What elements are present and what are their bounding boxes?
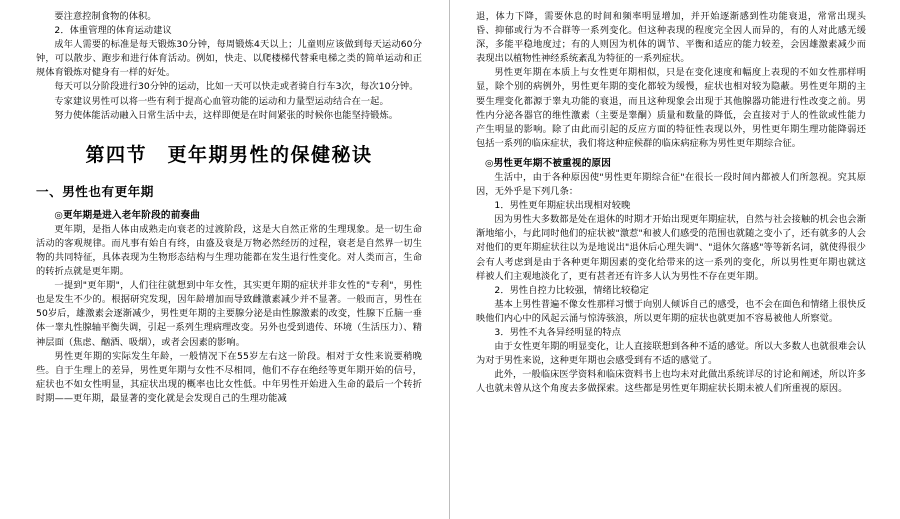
paragraph: 退，体力下降，需要休息的时间和频率明显增加，并开始逐渐感到性功能衰退，常常出现头昏、抑郁或行为不合群等一系列变化。但这种表现的程度完全因人而异的，有的人对此感无缓深，多能平稳地度过；有的人则因为机体的调节、平衡和适应的能力较差，会因雄激素减少而表现出以植物性神经系统紊乱为特征的一系列症状。 — [476, 11, 866, 65]
paragraph: 男性更年期的实际发生年龄，一般情况下在55岁左右这一阶段。相对于女性来说要稍晚些。自于生理上的差异，男性更年期与女性不尽相同，他们不存在绝经等更年期开始的信号，症状也不如女性明显，其症状出现的概率也比女性低。中年男性开始进入生命的最后一个转折时期——更年期，最显著的变化就是会发现自己的生理功能减 — [36, 350, 422, 404]
paragraph: 由于女性更年期的明显变化，让人直接联想到各种不适的感觉。所以大多数人也就很难会认为对于男性来说，这种更年期也会感受到有不适的感觉了。 — [476, 341, 866, 367]
section-title: 一、男性也有更年期 — [36, 183, 154, 199]
paragraph: 每天可以分阶段进行30分钟的运动，比如一天可以快走或者骑自行车3次，每次10分钟。 — [54, 81, 419, 93]
paragraph: 成年人需要的标准是每天锻炼30分钟，每周锻炼4天以上；儿童则应该做到每天运动60分钟，可以散步、跑步和进行体育活动。例如，快走、以爬楼梯代替乘电梯之类的简单运动和正规体育锻炼对健身有一样的好处。 — [36, 39, 422, 79]
paragraph: 基本上男性普遍不像女性那样习惯于向别人倾诉自己的感受，也不会在面色和情绪上很快反映他们内心中的风起云涌与惊涛骇浪，所以更年期的症状也就更加不容易被他人所察觉。 — [476, 298, 866, 324]
numbered-heading: 2．体重管理的体育运动建议 — [54, 25, 172, 37]
paragraph: 生活中，由于各种原因使"男性更年期综合征"在很长一段时间内都被人们所忽视。究其原因，无外乎是下列几条： — [476, 171, 866, 198]
list-item-heading: 1．男性更年期症状出现相对较晚 — [494, 200, 631, 212]
chapter-title: 第四节 更年期男性的保健秘诀 — [85, 143, 373, 166]
paragraph: 此外，一般临床医学资料和临床资料书上也均未对此做出系统详尽的讨论和阐述，所以许多人也就未曾从这个角度去多做探索。这些都是男性更年期症状长期未被人们所重视的原因。 — [476, 369, 866, 395]
right-page-column — [450, 0, 900, 519]
paragraph: 男性更年期在本质上与女性更年期相似，只是在变化速度和幅度上表现的不如女性那样明显，除个别的病例外，男性更年期的变化都较为缓慢，症状也相对较为隐蔽。男性更年期的主要生理变化都源于睾丸功能的衰退，而且这种现象会出现于其他腺器功能进行性改变之前。男性内分泌各器官的维性激素（主要是睾酮）质量和数量的降低，会直接对于人的性欲或性能力产生明显的影响。除了由此而引起的反应方面的特征性表现以外，男性更年期生理功能降弱还包括一系列的临床症状，我们将这种症候群的临床病症称为男性更年期综合征。 — [476, 67, 866, 149]
paragraph: 更年期，是指人体由成熟走向衰老的过渡阶段，这是大自然正常的生理现象。是一切生命活动的客观规律。而凡事有始自有终，由盛及衰是万物必然经历的过程，衰老是自然界一切生物的共同特征，具体表现为生物形态结构与生理功能都在发生退行性变化。对人类而言，生命的转折点就是更年期。 — [36, 223, 422, 278]
paragraph: 一提到"更年期"，人们往往就想到中年女性，其实更年期的症状并非女性的"专利"，男性也是发生不少的。根据研究发现，因年龄增加而导致雌激素减少并不显著。一般而言，男性在50岁后，雄激素会逐渐减少，男性更年期的主要腺分泌是由性腺激素的改变，性腺下丘脑一垂体一睾丸性腺轴平衡失调，引起一系列生理病理改变。另外也受到遗传、环境（生活压力）、精神层面（焦虑、酗酒、吸烟），或者会因素的影响。 — [36, 280, 422, 348]
list-item-heading: 3．男性不丸各异经明显的特点 — [494, 326, 622, 338]
subsection-title: ◎男性更年期不被重视的原因 — [485, 157, 612, 169]
subsection-title: ◎更年期是进入老年阶段的前奏曲 — [54, 209, 201, 221]
page-gutter-divider — [449, 0, 450, 519]
paragraph: 专家建议男性可以将一些有利于提高心血管功能的运动和力量型运动结合在一起。 — [54, 95, 389, 107]
paragraph: 努力使体能活动融入日常生活中去，这样即便是在时间紧张的时候你也能坚持锻炼。 — [54, 109, 399, 121]
list-item-heading: 2．男性自控力比较强，情绪比较稳定 — [494, 284, 649, 296]
paragraph: 要注意控制食物的体积。 — [54, 11, 157, 22]
paragraph: 因为男性大多数都是处在退休的时期才开始出现更年期症状，自然与社会接触的机会也会渐渐地缩小，与此同时他们的症状被"激惹"和被人们感受的范围也就随之变小了，还有就多的人会对他们的更年期症状往以为是地说出"退休后心理失调"、"退休欠落感"等等新名词，就使得很少会有人考虑到是由于各种更年期因素的变化给带来的这一系列的变化，所以男性更年期也就这样被人们主观地淡化了，更有甚者还有许多人认为男性不存在更年期。 — [476, 214, 866, 282]
